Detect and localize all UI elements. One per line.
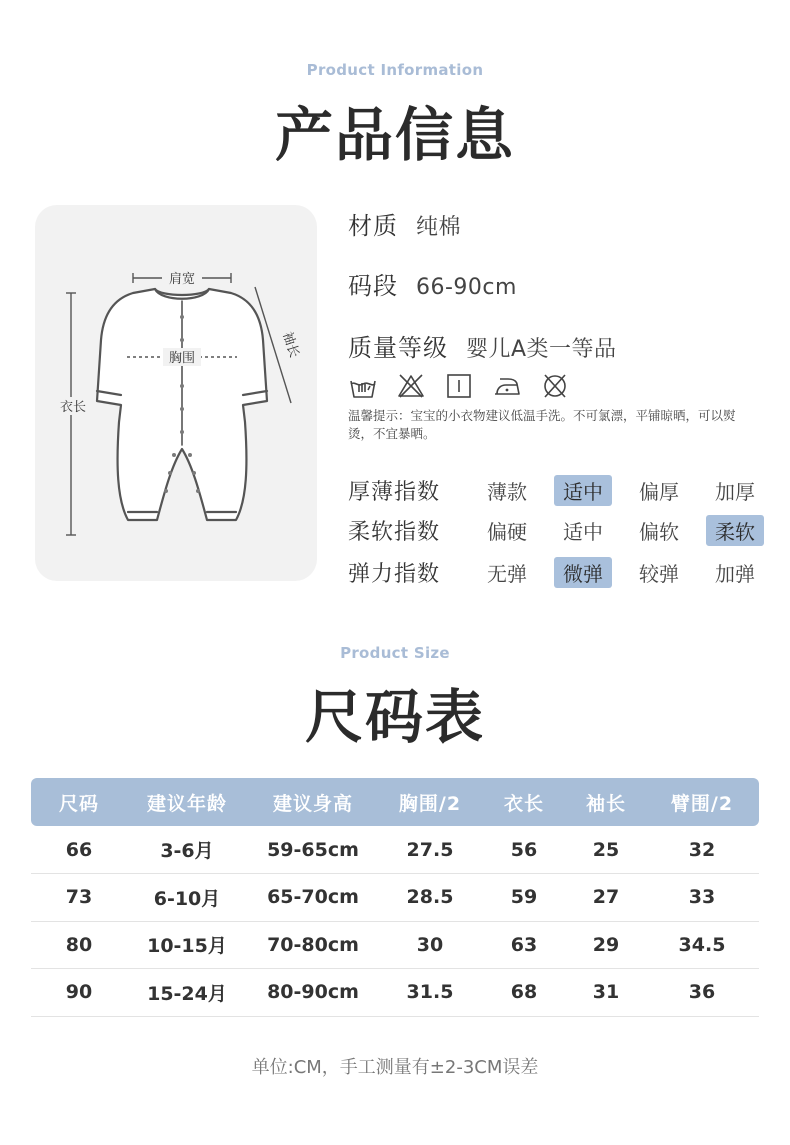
cell-size: 73: [31, 874, 127, 922]
thickness-option: 薄款: [487, 479, 527, 504]
cell-size: 66: [31, 826, 127, 874]
cell-size: 80: [31, 921, 127, 969]
spec-grade-key: 质量等级: [348, 334, 448, 362]
sleeve-label: 袖长: [280, 329, 303, 360]
cell-age: 6-10月: [127, 874, 247, 922]
no-bleach-icon: [396, 372, 426, 400]
header-age: 建议年龄: [127, 778, 247, 826]
cell-length: 56: [481, 826, 567, 874]
header-length: 衣长: [481, 778, 567, 826]
spec-material: [348, 206, 461, 241]
spec-material-value: 纯棉: [416, 215, 462, 240]
cell-height: 70-80cm: [247, 921, 379, 969]
size-table-header-row: [31, 778, 759, 826]
cell-age: 15-24月: [127, 969, 247, 1017]
thickness-index-key: 厚薄指数: [348, 479, 441, 505]
softness-index: [348, 514, 764, 546]
thickness-option-selected: 适中: [554, 475, 612, 506]
spec-size-range-value: 66-90cm: [416, 275, 517, 300]
size-table: [31, 778, 759, 1017]
cell-age: 10-15月: [127, 921, 247, 969]
cell-length: 59: [481, 874, 567, 922]
table-row: [31, 826, 759, 874]
cell-arm: 34.5: [645, 921, 759, 969]
elasticity-option: 无弹: [487, 561, 527, 586]
care-note: 温馨提示：宝宝的小衣物建议低温手洗。不可氯漂，平铺晾晒，可以熨烫，不宜暴晒。: [348, 408, 736, 441]
size-chart-subtitle: Product Size: [340, 644, 450, 662]
table-row: [31, 969, 759, 1017]
cell-sleeve: 27: [567, 874, 645, 922]
length-label: 衣长: [59, 399, 87, 414]
thickness-option: 偏厚: [639, 479, 679, 504]
softness-option: 偏软: [639, 519, 679, 544]
softness-option: 偏硬: [487, 519, 527, 544]
elasticity-index-key: 弹力指数: [348, 561, 441, 587]
product-info-title: 产品信息: [274, 101, 515, 169]
spec-grade-value: 婴儿A类一等品: [466, 337, 617, 362]
cell-chest: 28.5: [379, 874, 481, 922]
cell-chest: 30: [379, 921, 481, 969]
spec-size-range-key: 码段: [348, 272, 398, 300]
elasticity-index: [348, 556, 764, 588]
care-icons: [348, 372, 570, 400]
softness-option: 适中: [563, 519, 603, 544]
cell-arm: 32: [645, 826, 759, 874]
thickness-index: [348, 474, 764, 506]
cell-sleeve: 31: [567, 969, 645, 1017]
elasticity-option: 加弹: [715, 561, 755, 586]
header-height: 建议身高: [247, 778, 379, 826]
cell-length: 68: [481, 969, 567, 1017]
elasticity-option: 较弹: [639, 561, 679, 586]
header-arm: 臂围/2: [645, 778, 759, 826]
chest-label: 胸围: [168, 350, 196, 365]
cell-chest: 27.5: [379, 826, 481, 874]
header-sleeve: 袖长: [567, 778, 645, 826]
cell-age: 3-6月: [127, 826, 247, 874]
table-row: [31, 921, 759, 969]
cell-chest: 31.5: [379, 969, 481, 1017]
spec-material-key: 材质: [348, 212, 398, 240]
size-chart-title: 尺码表: [304, 683, 485, 751]
softness-index-key: 柔软指数: [348, 519, 441, 545]
elasticity-option-selected: 微弹: [554, 557, 612, 588]
shoulder-label: 肩宽: [168, 271, 196, 286]
line-dry-icon: [444, 372, 474, 400]
cell-length: 63: [481, 921, 567, 969]
spec-grade: [348, 328, 617, 363]
table-row: [31, 874, 759, 922]
cell-arm: 36: [645, 969, 759, 1017]
cell-height: 65-70cm: [247, 874, 379, 922]
cell-arm: 33: [645, 874, 759, 922]
cell-height: 80-90cm: [247, 969, 379, 1017]
iron-icon: [492, 372, 522, 400]
cell-height: 59-65cm: [247, 826, 379, 874]
spec-size-range: [348, 266, 517, 301]
thickness-option: 加厚: [715, 479, 755, 504]
header-size: 尺码: [31, 778, 127, 826]
cell-sleeve: 25: [567, 826, 645, 874]
romper-illustration: [35, 205, 317, 581]
product-info-subtitle: Product Information: [306, 61, 484, 79]
measurement-footnote: 单位:CM，手工测量有±2-3CM误差: [251, 1057, 539, 1078]
no-dryclean-icon: [540, 372, 570, 400]
garment-diagram: [35, 205, 317, 581]
cell-size: 90: [31, 969, 127, 1017]
softness-option-selected: 柔软: [706, 515, 764, 546]
header-chest: 胸围/2: [379, 778, 481, 826]
cell-sleeve: 29: [567, 921, 645, 969]
hand-wash-icon: [348, 372, 378, 400]
